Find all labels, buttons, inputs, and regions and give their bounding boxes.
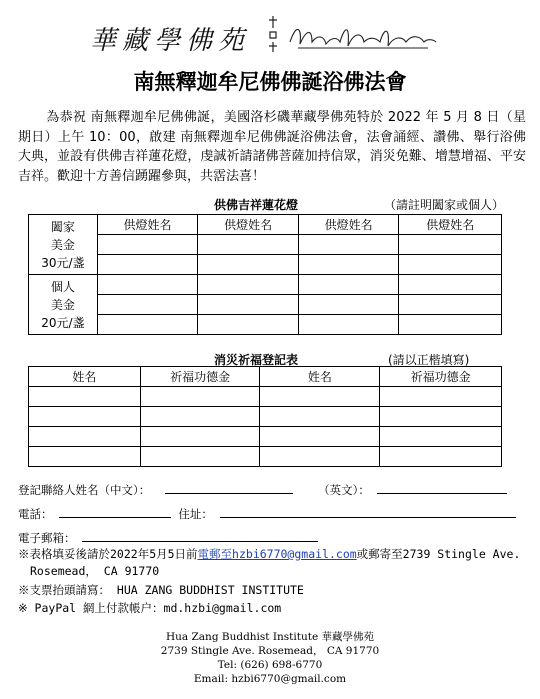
lamp-table-note: （請註明闔家或個人）: [384, 198, 505, 212]
blessing-input-cell[interactable]: [260, 447, 380, 467]
phone-address-row: [18, 505, 528, 522]
lamp-name-input-cell[interactable]: [399, 315, 502, 335]
blessing-input-cell[interactable]: [140, 427, 260, 447]
table-row: [29, 367, 502, 387]
blessing-input-cell[interactable]: [29, 407, 141, 427]
blessing-input-cell[interactable]: [260, 407, 380, 427]
contact-en-label: （英文）：: [318, 483, 370, 497]
blessing-input-cell[interactable]: [380, 447, 502, 467]
table-row: [29, 215, 502, 235]
blessing-table-note: (請以正楷填寫): [388, 353, 470, 367]
blessing-input-cell[interactable]: [380, 407, 502, 427]
check-payee-note: ※支票抬頭請寫： HUA ZANG BUDDHIST INSTITUTE: [18, 583, 304, 597]
table-row: [29, 255, 502, 275]
lamp-name-input-cell[interactable]: [97, 255, 198, 275]
email-link[interactable]: 電郵至hzbi6770@gmail.com: [197, 547, 357, 561]
lamp-table: [28, 214, 502, 335]
lamp-header-cell: 供燈姓名: [298, 215, 399, 235]
lamp-header-cell: 供燈姓名: [198, 215, 299, 235]
logo-chinese-calligraphy: 華藏學佛苑: [90, 26, 251, 56]
note1-suffix: 或郵寄至2739 Stingle Ave.: [356, 547, 521, 561]
blessing-input-cell[interactable]: [29, 427, 141, 447]
lamp-name-input-cell[interactable]: [97, 275, 198, 295]
individual-label-line: 個人: [50, 279, 75, 294]
lamp-table-title: 供佛吉祥蓮花燈: [214, 198, 299, 212]
table-row: [29, 387, 502, 407]
lamp-name-input-cell[interactable]: [298, 315, 399, 335]
email-label: 電子郵箱：: [18, 531, 76, 545]
blessing-header-cell: 祈福功德金: [380, 367, 502, 387]
lamp-name-input-cell[interactable]: [97, 235, 198, 255]
intro-text: 為恭祝 南無釋迦牟尼佛佛誕，美國洛杉磯華藏學佛苑特於 2022 年 5 月 8 日（星期日）上午 10：00，啟建 南無釋迦牟尼佛佛誕浴佛法會，法會誦經、讚佛、舉行浴佛大典，並設有供佛吉祥蓮花燈，虔誠祈請諸佛菩薩加持信眾，消災免難、增慧增福、平安吉祥。歡迎十方善信踴躍參與，共霑法喜！: [18, 110, 526, 184]
lamp-name-input-cell[interactable]: [97, 315, 198, 335]
blessing-input-cell[interactable]: [380, 387, 502, 407]
footer-phone: Tel: (626) 698-6770: [217, 659, 323, 671]
contact-name-row: [18, 481, 528, 498]
phone-field[interactable]: [59, 505, 171, 518]
lamp-name-input-cell[interactable]: [97, 295, 198, 315]
blessing-input-cell[interactable]: [140, 387, 260, 407]
blessing-input-cell[interactable]: [140, 447, 260, 467]
blessing-header-cell: 姓名: [260, 367, 380, 387]
lamp-name-input-cell[interactable]: [198, 315, 299, 335]
footer-email: Email: hzbi6770@gmail.com: [193, 673, 347, 685]
lamp-name-input-cell[interactable]: [399, 235, 502, 255]
individual-label-line: 20元/盞: [41, 315, 85, 330]
lamp-name-input-cell[interactable]: [198, 255, 299, 275]
footer-address: 2739 Stingle Ave. Rosemead， CA 91770: [160, 645, 380, 657]
lamp-name-input-cell[interactable]: [399, 255, 502, 275]
footer-org: Hua Zang Buddhist Institute 華藏學佛苑: [165, 631, 374, 643]
blessing-input-cell[interactable]: [29, 447, 141, 467]
contact-cn-field[interactable]: [165, 481, 293, 494]
blessing-input-cell[interactable]: [380, 427, 502, 447]
contact-cn-label: 登記聯絡人姓名（中文）：: [18, 483, 151, 497]
lamp-name-input-cell[interactable]: [298, 235, 399, 255]
table-row: [29, 447, 502, 467]
phone-label: 電話：: [18, 507, 53, 521]
lamp-header-cell: 供燈姓名: [97, 215, 198, 235]
family-label-line: 闔家: [50, 219, 75, 234]
blessing-input-cell[interactable]: [29, 387, 141, 407]
table-row: [29, 427, 502, 447]
address-label: 住址：: [178, 507, 213, 521]
table-row: [29, 295, 502, 315]
email-field[interactable]: [82, 529, 318, 542]
contact-en-field[interactable]: [377, 481, 507, 494]
address-field[interactable]: [220, 505, 516, 518]
lamp-name-input-cell[interactable]: [298, 275, 399, 295]
lamp-name-input-cell[interactable]: [298, 255, 399, 275]
submission-note: [18, 546, 528, 580]
logo-seal-icon: [266, 14, 280, 54]
blessing-input-cell[interactable]: [140, 407, 260, 427]
lamp-name-input-cell[interactable]: [198, 235, 299, 255]
blessing-input-cell[interactable]: [260, 427, 380, 447]
lamp-name-input-cell[interactable]: [198, 275, 299, 295]
blessing-header-cell: 祈福功德金: [140, 367, 260, 387]
lamp-name-input-cell[interactable]: [399, 275, 502, 295]
table-row: [29, 407, 502, 427]
blessing-table: [28, 366, 502, 467]
family-label-line: 美金: [50, 237, 75, 252]
lamp-name-input-cell[interactable]: [298, 295, 399, 315]
individual-label-cell: [29, 275, 98, 335]
note1-prefix: ※表格填妥後請於2022年5月5日前: [18, 547, 198, 561]
individual-label-line: 美金: [50, 297, 75, 312]
blessing-header-cell: 姓名: [29, 367, 141, 387]
family-label-line: 30元/盞: [41, 255, 85, 270]
footer: [0, 630, 540, 686]
email-row: [18, 529, 528, 546]
paypal-note: ※ PayPal 網上付款帳户：md.hzbi@gmail.com: [18, 601, 282, 615]
table-row: [29, 235, 502, 255]
lamp-name-input-cell[interactable]: [399, 295, 502, 315]
logo-english-signature-icon: [288, 18, 438, 54]
intro-paragraph: [18, 108, 526, 186]
family-label-cell: [29, 215, 98, 275]
lamp-name-input-cell[interactable]: [198, 295, 299, 315]
table-row: [29, 275, 502, 295]
note1-line2: Rosemead， CA 91770: [30, 564, 160, 578]
page-title: 南無釋迦牟尼佛佛誕浴佛法會: [133, 70, 407, 94]
lamp-header-cell: 供燈姓名: [399, 215, 502, 235]
table-row: [29, 315, 502, 335]
header-logo: [90, 12, 450, 62]
blessing-input-cell[interactable]: [260, 387, 380, 407]
blessing-table-title: 消災祈福登記表: [214, 353, 299, 367]
